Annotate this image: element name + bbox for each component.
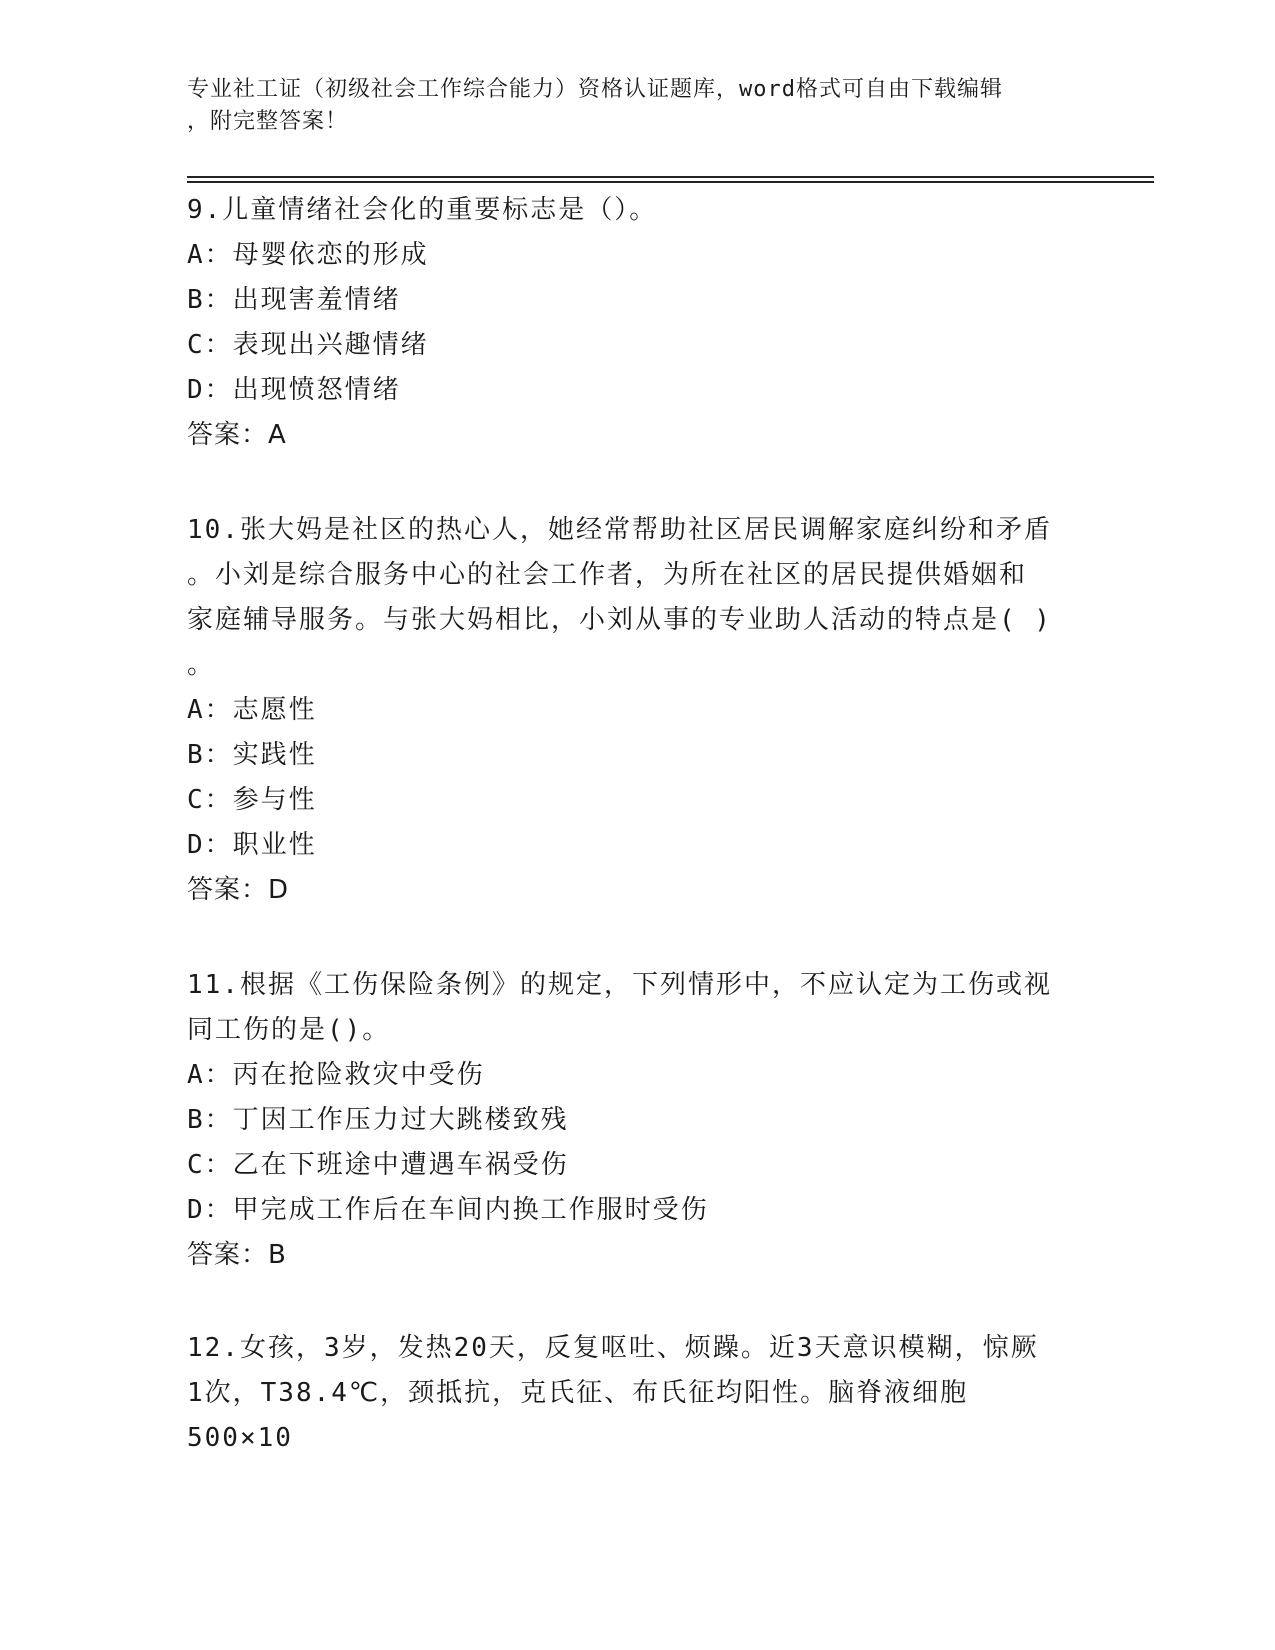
- header-line-1: 专业社工证（初级社会工作综合能力）资格认证题库，word格式可自由下载编辑: [187, 77, 1003, 102]
- option-c: C：表现出兴趣情绪: [187, 330, 429, 360]
- option-d: D：出现愤怒情绪: [187, 375, 401, 405]
- option-a: A：丙在抢险救灾中受伤: [187, 1060, 485, 1090]
- option-a: A：母婴依恋的形成: [187, 240, 429, 270]
- document-header: [187, 74, 1077, 138]
- option-c: C：乙在下班途中遭遇车祸受伤: [187, 1150, 569, 1180]
- answer: 答案：D: [187, 875, 290, 905]
- question-stem-line: 1次，T38.4℃，颈抵抗，克氏征、布氏征均阳性。脑脊液细胞: [187, 1378, 969, 1408]
- header-line-2: ，附完整答案！: [187, 109, 349, 134]
- question-stem-line: 9.儿童情绪社会化的重要标志是（）。: [187, 195, 658, 225]
- question-stem-line: 11.根据《工伤保险条例》的规定，下列情形中，不应认定为工伤或视: [187, 970, 1052, 1000]
- question-stem-line: 10.张大妈是社区的热心人，她经常帮助社区居民调解家庭纠纷和矛盾: [187, 515, 1052, 545]
- question-stem-line: 500×10: [187, 1423, 293, 1453]
- question-stem-line: 12.女孩，3岁，发热20天，反复呕吐、烦躁。近3天意识模糊，惊厥: [187, 1333, 1039, 1363]
- question-9: [187, 188, 1087, 458]
- question-stem-line: 。小刘是综合服务中心的社会工作者，为所在社区的居民提供婚姻和: [187, 560, 1028, 590]
- option-b: B：实践性: [187, 740, 317, 770]
- question-10: [187, 508, 1087, 913]
- option-d: D：甲完成工作后在车间内换工作服时受伤: [187, 1195, 709, 1225]
- option-b: B：出现害羞情绪: [187, 285, 401, 315]
- header-divider-bottom: [187, 181, 1154, 183]
- question-stem-line: 同工伤的是()。: [187, 1015, 391, 1045]
- answer: 答案：B: [187, 1240, 287, 1270]
- question-stem-line: 。: [187, 650, 216, 680]
- option-b: B：丁因工作压力过大跳楼致残: [187, 1105, 569, 1135]
- answer: 答案：A: [187, 420, 287, 450]
- option-c: C：参与性: [187, 785, 317, 815]
- option-a: A：志愿性: [187, 695, 317, 725]
- question-12: [187, 1326, 1087, 1461]
- option-d: D：职业性: [187, 830, 317, 860]
- header-divider-top: [187, 176, 1154, 178]
- question-11: [187, 963, 1087, 1278]
- question-stem-line: 家庭辅导服务。与张大妈相比，小刘从事的专业助人活动的特点是( ): [187, 605, 1052, 635]
